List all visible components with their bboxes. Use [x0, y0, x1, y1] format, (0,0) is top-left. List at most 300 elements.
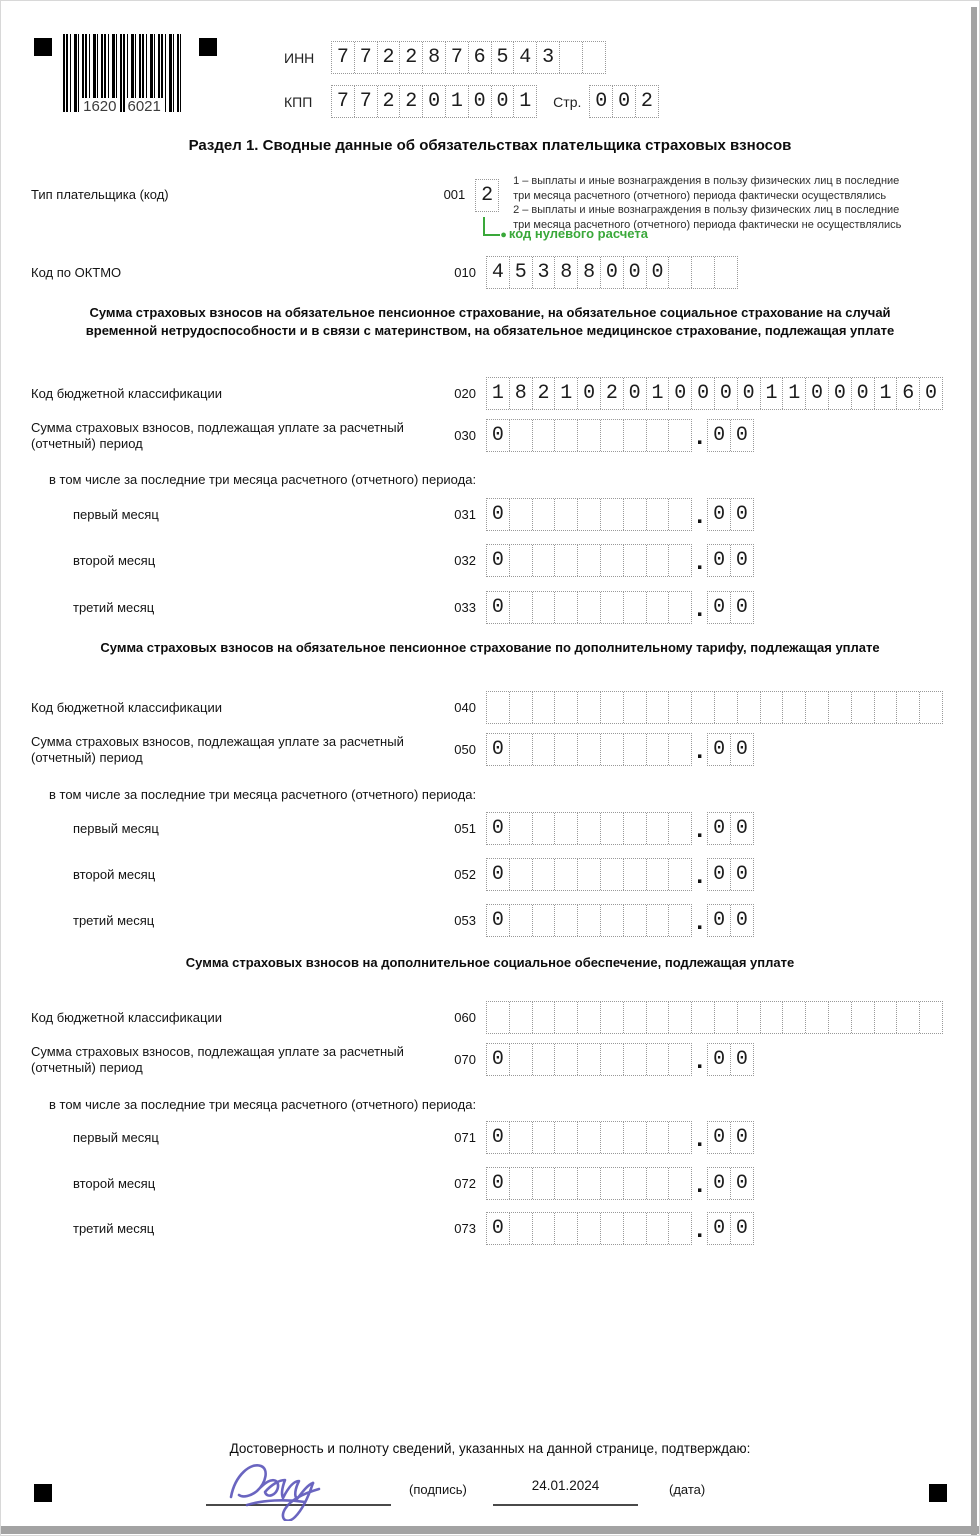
digit-cell: 0: [806, 378, 829, 409]
digit-cell: 0: [423, 86, 446, 117]
row-amount-032: [31, 544, 951, 577]
digit-cell: [669, 734, 691, 765]
digit-cell: 0: [487, 545, 510, 576]
digit-cell: [669, 692, 692, 723]
decimal-dot: .: [696, 502, 703, 529]
digit-cell: [601, 734, 624, 765]
digit-cell: [669, 1002, 692, 1033]
digit-cell: 0: [735, 549, 748, 572]
digit-cell: 0: [735, 503, 748, 526]
digit-cell: [783, 692, 806, 723]
anchor-square-bottom-left: [34, 1484, 52, 1502]
rubles-cells: [486, 904, 692, 937]
digit-cell: 0: [735, 424, 748, 447]
digit-cell: 8: [555, 257, 578, 288]
digit-cell: [624, 1168, 647, 1199]
digit-cell: 0: [624, 257, 647, 288]
kbk-label: Код бюджетной классификации: [31, 699, 222, 715]
including-label-3: в том числе за последние три месяца расчетного (отчетного) периода:: [49, 1097, 477, 1112]
digit-cell: [533, 545, 556, 576]
digit-cell: 0: [487, 1168, 510, 1199]
digit-cell: 2: [378, 42, 401, 73]
amount-field-032: [486, 544, 754, 577]
amount-field-071: [486, 1121, 754, 1154]
line-code-032: 032: [454, 553, 476, 568]
digit-cell: 0: [708, 1044, 731, 1075]
date-line: [493, 1504, 638, 1506]
anchor-square-top-left: [34, 38, 52, 56]
digit-cell: 0: [487, 499, 510, 530]
block-heading-2: Сумма страховых взносов на обязательное пенсионное страхование по дополнительному тарифу, подлежащая уплате: [100, 640, 880, 655]
digit-cell: 1: [761, 378, 784, 409]
digit-cell: [555, 1122, 578, 1153]
digit-cell: [578, 1002, 601, 1033]
line-code-060: 060: [454, 1010, 476, 1025]
decimal-dot: .: [696, 1171, 703, 1198]
amount-field-033: [486, 591, 754, 624]
decimal-dot: .: [696, 908, 703, 935]
digit-cell: [555, 1002, 578, 1033]
line-code-010: 010: [454, 265, 476, 280]
rubles-cells: [486, 498, 692, 531]
digit-cell: 0: [487, 1213, 510, 1244]
section-title: Раздел 1. Сводные данные об обязательствах плательщика страховых взносов: [188, 137, 792, 154]
digit-cell: 1: [555, 378, 578, 409]
line-code-033: 033: [454, 600, 476, 615]
digit-cell: 4: [514, 42, 537, 73]
digit-cell: [555, 734, 578, 765]
kpp-row: [284, 85, 659, 118]
digit-cell: [669, 592, 691, 623]
digit-cell: 0: [735, 1172, 748, 1195]
digit-cell: 7: [446, 42, 469, 73]
line-code-001: 001: [443, 187, 466, 202]
digit-cell: [875, 692, 898, 723]
digit-cell: [578, 734, 601, 765]
zero-calc-connector: [483, 217, 500, 236]
digit-cell: [578, 420, 601, 451]
digit-cell: [533, 1213, 556, 1244]
zero-calc-note: [500, 226, 648, 241]
digit-cell: [555, 1168, 578, 1199]
digit-cell: [533, 813, 556, 844]
digit-cell: [669, 545, 691, 576]
digit-cell: 0: [692, 378, 715, 409]
digit-cell: [510, 592, 533, 623]
digit-cell: 1: [519, 90, 532, 113]
digit-cell: 2: [601, 378, 624, 409]
digit-cell: [510, 734, 533, 765]
digit-cell: 3: [537, 42, 560, 73]
line-code-071: 071: [454, 1130, 476, 1145]
digit-cell: [852, 692, 875, 723]
month-label: третий месяц: [73, 1220, 155, 1236]
signature-caption: (подпись): [409, 1482, 467, 1497]
digit-cell: 0: [487, 592, 510, 623]
kopeks-cells: [707, 1043, 754, 1076]
digit-cell: [669, 257, 692, 288]
zero-calc-note-text: код нулевого расчета: [508, 226, 648, 241]
line-code-051: 051: [454, 821, 476, 836]
digit-cell: [510, 545, 533, 576]
digit-cell: [533, 692, 556, 723]
id-block: [284, 41, 659, 129]
kbk-field-060: [486, 1001, 943, 1034]
digit-cell: 2: [400, 86, 423, 117]
row-amount-053: [31, 904, 951, 937]
digit-cell: [920, 1002, 942, 1033]
digit-cell: 0: [735, 1217, 748, 1240]
digit-cell: 1: [446, 86, 469, 117]
amount-label: Сумма страховых взносов, подлежащая уплате за расчетный (отчетный) период: [31, 733, 404, 765]
amount-field-070: [486, 1043, 754, 1076]
decimal-dot: .: [696, 1125, 703, 1152]
digit-cell: [806, 1002, 829, 1033]
decimal-dot: .: [696, 737, 703, 764]
amount-field-072: [486, 1167, 754, 1200]
digit-cell: 0: [715, 378, 738, 409]
digit-cell: [669, 1044, 691, 1075]
row-amount-052: [31, 858, 951, 891]
digit-cell: [578, 859, 601, 890]
digit-cell: 7: [332, 42, 355, 73]
digit-cell: 0: [708, 859, 731, 890]
digit-cell: [601, 1168, 624, 1199]
anchor-square-bottom-right: [929, 1484, 947, 1502]
digit-cell: 2: [400, 42, 423, 73]
digit-cell: [920, 692, 942, 723]
digit-cell: 2: [378, 86, 401, 117]
decimal-dot: .: [696, 548, 703, 575]
digit-cell: 0: [487, 420, 510, 451]
date-caption: (дата): [669, 1482, 706, 1497]
rubles-cells: [486, 1043, 692, 1076]
digit-cell: [510, 692, 533, 723]
digit-cell: [669, 859, 691, 890]
digit-cell: 0: [735, 596, 748, 619]
kopeks-cells: [707, 591, 754, 624]
line-code-052: 052: [454, 867, 476, 882]
decimal-dot: .: [696, 1047, 703, 1074]
digit-cell: [533, 1002, 556, 1033]
digit-cell: 0: [578, 378, 601, 409]
kbk-field-020: [486, 377, 943, 410]
digit-cell: 0: [647, 257, 670, 288]
bullet-icon: ●: [500, 229, 507, 241]
digit-cell: [829, 1002, 852, 1033]
digit-cell: [647, 545, 670, 576]
digit-cell: [669, 905, 691, 936]
kopeks-cells: [707, 733, 754, 766]
kopeks-cells: [707, 858, 754, 891]
digit-cell: 0: [708, 813, 731, 844]
digit-cell: [715, 692, 738, 723]
digit-cell: [533, 499, 556, 530]
digit-cell: [624, 905, 647, 936]
digit-cell: [761, 692, 784, 723]
decimal-dot: .: [696, 423, 703, 450]
payer-type-field-wrap: [475, 179, 648, 241]
digit-cell: [555, 592, 578, 623]
digit-cell: [897, 1002, 920, 1033]
digit-cell: 1: [487, 378, 510, 409]
kpp-label: КПП: [284, 93, 313, 110]
digit-cell: 0: [708, 499, 731, 530]
digit-cell: [555, 545, 578, 576]
rubles-cells: [486, 544, 692, 577]
digit-cell: [669, 499, 691, 530]
digit-cell: [510, 1122, 533, 1153]
digit-cell: [738, 692, 761, 723]
digit-cell: 3: [533, 257, 556, 288]
digit-cell: [578, 1122, 601, 1153]
digit-cell: 0: [735, 863, 748, 886]
amount-label: Сумма страховых взносов, подлежащая уплате за расчетный (отчетный) период: [31, 419, 404, 451]
month-label: первый месяц: [73, 506, 159, 522]
line-code-040: 040: [454, 700, 476, 715]
rubles-cells: [486, 419, 692, 452]
digit-cell: [624, 592, 647, 623]
oktmo-label: Код по ОКТМО: [31, 264, 122, 280]
page-number-label: Стр.: [553, 93, 582, 110]
digit-cell: 0: [492, 86, 515, 117]
digit-cell: [669, 813, 691, 844]
including-label-1: в том числе за последние три месяца расчетного (отчетного) периода:: [49, 472, 477, 487]
digit-cell: 1: [783, 378, 806, 409]
digit-cell: 0: [487, 905, 510, 936]
month-label: первый месяц: [73, 820, 159, 836]
amount-field-051: [486, 812, 754, 845]
kbk-label: Код бюджетной классификации: [31, 385, 222, 401]
month-label: третий месяц: [73, 912, 155, 928]
digit-cell: [533, 905, 556, 936]
digit-cell: [829, 692, 852, 723]
row-kbk-020: [31, 377, 951, 410]
rubles-cells: [486, 1167, 692, 1200]
digit-cell: 6: [897, 378, 920, 409]
digit-cell: [647, 420, 670, 451]
digit-cell: 0: [735, 817, 748, 840]
digit-cell: [647, 859, 670, 890]
inn-label: ИНН: [284, 49, 315, 66]
digit-cell: 2: [640, 90, 653, 113]
digit-cell: [533, 1044, 556, 1075]
digit-cell: [533, 1168, 556, 1199]
digit-cell: [601, 545, 624, 576]
digit-cell: [578, 1213, 601, 1244]
digit-cell: [555, 692, 578, 723]
digit-cell: [555, 420, 578, 451]
digit-cell: [533, 859, 556, 890]
digit-cell: [560, 42, 583, 73]
digit-cell: 7: [355, 42, 378, 73]
digit-cell: [510, 1168, 533, 1199]
kopeks-cells: [707, 1212, 754, 1245]
kopeks-cells: [707, 904, 754, 937]
digit-cell: [783, 1002, 806, 1033]
payer-type-hint: [513, 173, 951, 232]
digit-cell: 0: [708, 1122, 731, 1153]
page-edge-bottom: [1, 1526, 979, 1534]
row-amount-050: [31, 733, 951, 766]
page-number-field: [589, 85, 658, 118]
digit-cell: [601, 420, 624, 451]
kopeks-cells: [707, 419, 754, 452]
digit-cell: [624, 420, 647, 451]
digit-cell: 0: [925, 382, 938, 405]
digit-cell: [487, 1002, 510, 1033]
digit-cell: [647, 813, 670, 844]
kopeks-cells: [707, 544, 754, 577]
digit-cell: [555, 1213, 578, 1244]
digit-cell: [647, 692, 670, 723]
line-code-050: 050: [454, 742, 476, 757]
digit-cell: [852, 1002, 875, 1033]
digit-cell: 0: [708, 905, 731, 936]
digit-cell: 8: [510, 378, 533, 409]
rubles-cells: [486, 733, 692, 766]
row-amount-031: [31, 498, 951, 531]
barcode: [63, 34, 181, 115]
digit-cell: [761, 1002, 784, 1033]
digit-cell: 0: [624, 378, 647, 409]
digit-cell: [510, 813, 533, 844]
digit-cell: [624, 1213, 647, 1244]
hint-line: три месяца расчетного (отчетного) периода фактически не осуществлялись: [513, 218, 902, 231]
digit-cell: 4: [487, 257, 510, 288]
digit-cell: [601, 499, 624, 530]
digit-cell: [624, 499, 647, 530]
including-label-2: в том числе за последние три месяца расчетного (отчетного) периода:: [49, 787, 477, 802]
digit-cell: [669, 1213, 691, 1244]
hint-line: три месяца расчетного (отчетного) периода фактически осуществлялись: [513, 189, 887, 202]
digit-cell: [555, 905, 578, 936]
digit-cell: 0: [708, 545, 731, 576]
digit-cell: [624, 813, 647, 844]
digit-cell: [601, 1122, 624, 1153]
line-code-070: 070: [454, 1052, 476, 1067]
amount-field-053: [486, 904, 754, 937]
kpp-field: [331, 85, 537, 118]
digit-cell: [624, 545, 647, 576]
month-label: второй месяц: [73, 866, 156, 882]
digit-cell: [647, 905, 670, 936]
kopeks-cells: [707, 498, 754, 531]
digit-cell: [875, 1002, 898, 1033]
digit-cell: [601, 859, 624, 890]
digit-cell: [647, 1044, 670, 1075]
digit-cell: 0: [487, 1122, 510, 1153]
row-kbk-040: [31, 691, 951, 724]
page-edge-right: [971, 7, 977, 1536]
rubles-cells: [486, 812, 692, 845]
amount-field-073: [486, 1212, 754, 1245]
digit-cell: [601, 1002, 624, 1033]
digit-cell: 0: [735, 909, 748, 932]
row-amount-071: [31, 1121, 951, 1154]
digit-cell: [647, 734, 670, 765]
digit-cell: [555, 1044, 578, 1075]
digit-cell: 0: [708, 734, 731, 765]
line-code-030: 030: [454, 428, 476, 443]
inn-field: [331, 41, 606, 74]
digit-cell: [533, 734, 556, 765]
digit-cell: 0: [601, 257, 624, 288]
digit-cell: [510, 499, 533, 530]
digit-cell: [669, 1122, 691, 1153]
line-code-072: 072: [454, 1176, 476, 1191]
amount-field-052: [486, 858, 754, 891]
rubles-cells: [486, 1121, 692, 1154]
date-value: 24.01.2024: [531, 1478, 600, 1493]
oktmo-field: [486, 256, 738, 289]
digit-cell: [578, 592, 601, 623]
row-amount-033: [31, 591, 951, 624]
digit-cell: [533, 592, 556, 623]
digit-cell: [578, 499, 601, 530]
digit-cell: [715, 1002, 738, 1033]
line-code-053: 053: [454, 913, 476, 928]
digit-cell: [624, 859, 647, 890]
row-amount-070: [31, 1043, 951, 1076]
kopeks-cells: [707, 1121, 754, 1154]
digit-cell: [555, 813, 578, 844]
confirmation-statement: Достоверность и полноту сведений, указанных на данной странице, подтверждаю:: [229, 1441, 751, 1456]
amount-field-050: [486, 733, 754, 766]
digit-cell: [533, 420, 556, 451]
digit-cell: [578, 545, 601, 576]
digit-cell: 0: [735, 1048, 748, 1071]
digit-cell: 7: [332, 86, 355, 117]
digit-cell: 0: [735, 1126, 748, 1149]
digit-cell: 6: [469, 42, 492, 73]
digit-cell: [601, 1213, 624, 1244]
amount-field-031: [486, 498, 754, 531]
row-amount-051: [31, 812, 951, 845]
digit-cell: 0: [708, 1213, 731, 1244]
rubles-cells: [486, 858, 692, 891]
digit-cell: [647, 1168, 670, 1199]
amount-label: Сумма страховых взносов, подлежащая уплате за расчетный (отчетный) период: [31, 1043, 404, 1075]
digit-cell: [601, 813, 624, 844]
barcode-number-left: 1620: [83, 98, 117, 115]
month-label: третий месяц: [73, 599, 155, 615]
kbk-label: Код бюджетной классификации: [31, 1009, 222, 1025]
digit-cell: [510, 1044, 533, 1075]
line-code-073: 073: [454, 1221, 476, 1236]
decimal-dot: .: [696, 816, 703, 843]
digit-cell: [510, 420, 533, 451]
digit-cell: [692, 1002, 715, 1033]
hint-line: 1 – выплаты и иные вознаграждения в пользу физических лиц в последние: [513, 175, 900, 187]
digit-cell: [555, 859, 578, 890]
decimal-dot: .: [696, 1216, 703, 1243]
digit-cell: [601, 692, 624, 723]
block-heading-1: Сумма страховых взносов на обязательное пенсионное страхование, на обязательное социальное страхование на случай временной нетрудоспособности и в связи с материнством, на обязательное медицинское страхование, подлежащая уплате: [85, 305, 895, 338]
inn-row: [284, 41, 659, 74]
digit-cell: 0: [738, 378, 761, 409]
digit-cell: 0: [669, 378, 692, 409]
row-amount-073: [31, 1212, 951, 1245]
line-code-020: 020: [454, 386, 476, 401]
digit-cell: 8: [578, 257, 601, 288]
digit-cell: [510, 859, 533, 890]
month-label: второй месяц: [73, 552, 156, 568]
hint-line: 2 – выплаты и иные вознаграждения в пользу физических лиц в последние: [513, 204, 900, 216]
digit-cell: 0: [829, 378, 852, 409]
digit-cell: [510, 1213, 533, 1244]
row-amount-072: [31, 1167, 951, 1200]
